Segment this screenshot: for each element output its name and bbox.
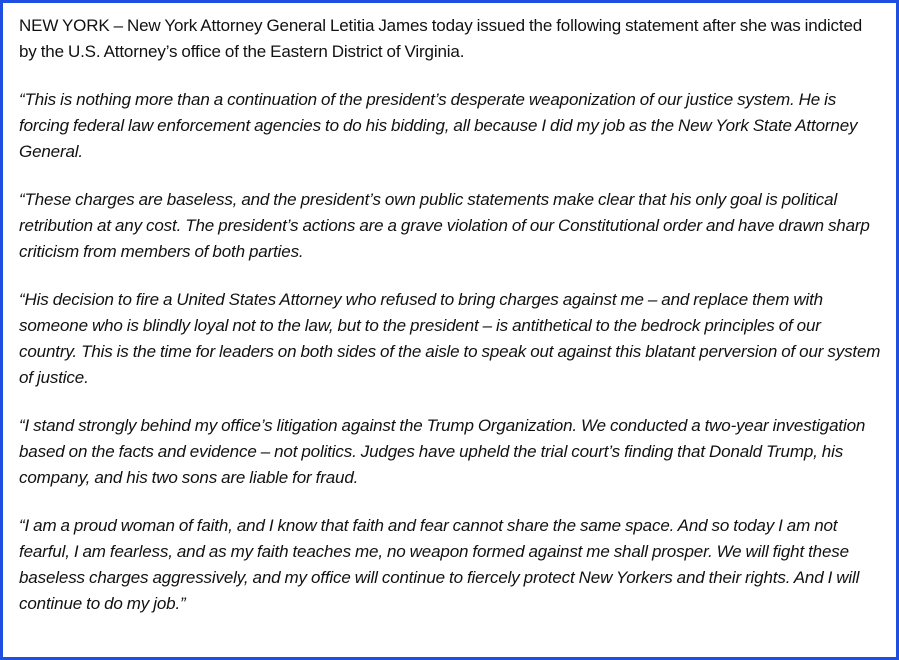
quote-paragraph-baseless-charges: “These charges are baseless, and the president’s own public statements make clear that his only goal is political retribution at any cost. The president’s actions are a grave violation of our Constitutional order and have drawn sharp criticism from members of both parties. (19, 190, 870, 261)
quote-paragraph-trump-organization: “I stand strongly behind my office’s litigation against the Trump Organization. We conducted a two-year investigation based on the facts and evidence – not politics. Judges have upheld the trial court’s finding that Donald Trump, his company, and his two sons are liable for fraud. (19, 416, 866, 487)
quote-paragraph-us-attorney: “His decision to fire a United States Attorney who refused to bring charges against me – and replace them with someone who is blindly loyal not to the law, but to the president – is antithetical to the bedrock principles of our country. This is the time for leaders on both sides of the aisle to speak out against this blatant perversion of our system of justice. (19, 290, 881, 387)
quote-paragraph-weaponization: “This is nothing more than a continuation of the president’s desperate weaponization of our justice system. He is forcing federal law enforcement agencies to do his bidding, all because I did my job as the New York State Attorney General. (19, 90, 858, 161)
quote-paragraph-faith: “I am a proud woman of faith, and I know that faith and fear cannot share the same space. And so today I am not fearful, I am fearless, and as my faith teaches me, no weapon formed against me shall prosper. We will fight these baseless charges aggressively, and my office will continue to fiercely protect New Yorkers and their rights. And I will continue to do my job.” (19, 516, 860, 613)
intro-paragraph: NEW YORK – New York Attorney General Letitia James today issued the following statement after she was indicted by the U.S. Attorney’s office of the Eastern District of Virginia. (19, 16, 863, 61)
